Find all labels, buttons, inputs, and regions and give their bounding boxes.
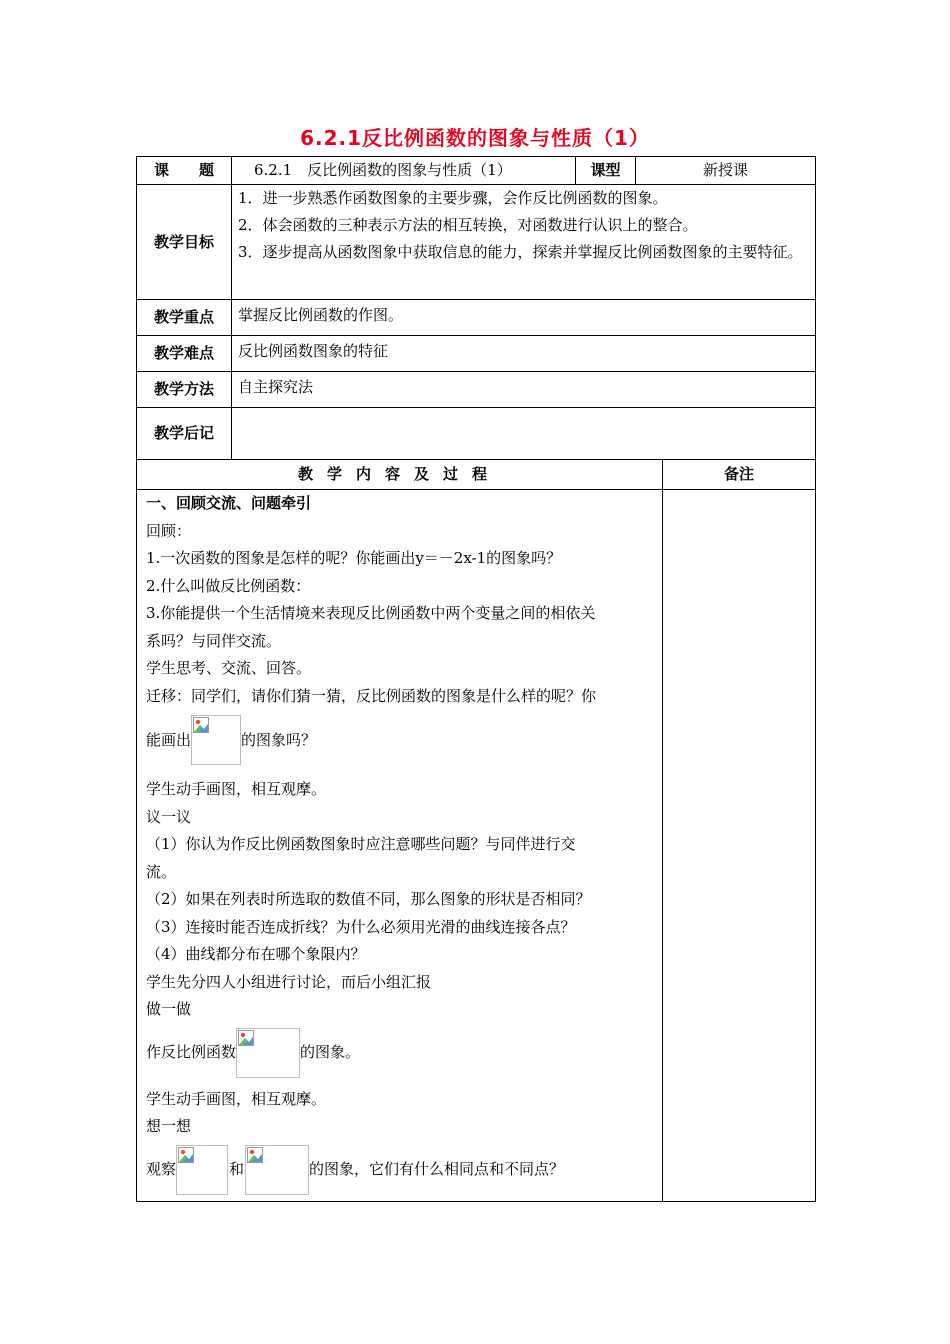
goals-label: 教学目标 <box>137 185 232 300</box>
lesson-content-table <box>136 459 816 1202</box>
question-3-line2: 系吗？与同伴交流。 <box>146 631 282 650</box>
method-value: 自主探究法 <box>232 372 816 408</box>
observe-line <box>137 1143 662 1197</box>
question-2: 2.什么叫做反比例函数： <box>146 576 311 595</box>
observe-pre: 观察 <box>146 1160 177 1178</box>
make-graph-line <box>137 1026 662 1080</box>
broken-image-icon <box>178 1147 194 1163</box>
discuss-item-4: （4）曲线都分布在哪个象限内？ <box>146 945 366 963</box>
focus-label: 教学重点 <box>137 300 232 336</box>
remarks-cell <box>663 490 816 1202</box>
do-heading: 做一做 <box>146 1000 192 1018</box>
notes-label: 教学后记 <box>137 408 232 460</box>
type-label: 课型 <box>576 157 636 185</box>
content-header: 教学内容及过程 <box>137 460 663 490</box>
broken-image-icon <box>238 1030 254 1046</box>
think-heading: 想一想 <box>146 1117 192 1135</box>
goals-cell <box>232 185 816 300</box>
discuss-heading: 议一议 <box>146 807 192 826</box>
difficulty-label: 教学难点 <box>137 336 232 372</box>
document-title: 6.2.1反比例函数的图象与性质（1） <box>300 126 650 150</box>
method-label: 教学方法 <box>137 372 232 408</box>
difficulty-value: 反比例函数图象的特征 <box>232 336 816 372</box>
students-draw: 学生动手画图，相互观摩。 <box>146 780 327 798</box>
type-value: 新授课 <box>636 157 816 185</box>
goal-item: 1．进一步熟悉作函数图象的主要步骤，会作反比例函数的图象。 <box>238 189 668 207</box>
goal-item: 2．体会函数的三种表示方法的相互转换，对函数进行认识上的整合。 <box>238 216 698 234</box>
can-draw-post: 的图象吗？ <box>241 730 317 749</box>
formula-image-placeholder <box>236 1028 300 1078</box>
discuss-item-2: （2）如果在列表时所选取的数值不同，那么图象的形状是否相同？ <box>146 890 591 908</box>
students-draw-2: 学生动手画图，相互观摩。 <box>146 1089 327 1108</box>
focus-value: 掌握反比例函数的作图。 <box>232 300 816 336</box>
discuss-item-3: （3）连接时能否连成折线？为什么必须用光滑的曲线连接各点？ <box>146 917 576 936</box>
content-cell <box>137 490 663 1202</box>
observe-post: 的图象，它们有什么相同点和不同点？ <box>309 1160 565 1178</box>
group-report: 学生先分四人小组进行讨论，而后小组汇报 <box>146 972 432 991</box>
question-3-line1: 3.你能提供一个生活情境来表现反比例函数中两个变量之间的相依关 <box>146 604 596 622</box>
can-draw-pre: 能画出 <box>146 730 192 749</box>
broken-image-icon <box>247 1147 263 1163</box>
notes-value <box>232 408 816 460</box>
review-label: 回顾： <box>146 521 192 540</box>
formula-image-placeholder <box>245 1145 309 1195</box>
remarks-header: 备注 <box>663 460 816 490</box>
discuss-item-1b: 流。 <box>146 862 177 881</box>
goal-item: 3．逐步提高从函数图象中获取信息的能力，探索并掌握反比例函数图象的主要特征。 <box>238 243 803 261</box>
can-draw-line <box>137 712 662 768</box>
students-answer: 学生思考、交流、回答。 <box>146 659 312 677</box>
question-1: 1.一次函数的图象是怎样的呢？你能画出y＝－2x-1的图象吗？ <box>146 549 562 567</box>
observe-and: 和 <box>229 1160 245 1178</box>
topic-value: 6.2.1 反比例函数的图象与性质（1） <box>232 157 576 185</box>
formula-image-placeholder <box>176 1145 228 1195</box>
discuss-item-1a: （1）你认为作反比例函数图象时应注意哪些问题？与同伴进行交 <box>146 835 576 853</box>
make-post: 的图象。 <box>300 1043 361 1061</box>
topic-label: 课 题 <box>137 157 232 185</box>
section-heading: 一、回顾交流、问题牵引 <box>146 494 312 512</box>
broken-image-icon <box>193 717 209 733</box>
formula-image-placeholder <box>191 715 241 765</box>
lesson-info-table <box>136 156 816 460</box>
make-pre: 作反比例函数 <box>146 1043 237 1061</box>
transfer-line: 迁移：同学们，请你们猜一猜，反比例函数的图象是什么样的呢？你 <box>146 686 597 705</box>
